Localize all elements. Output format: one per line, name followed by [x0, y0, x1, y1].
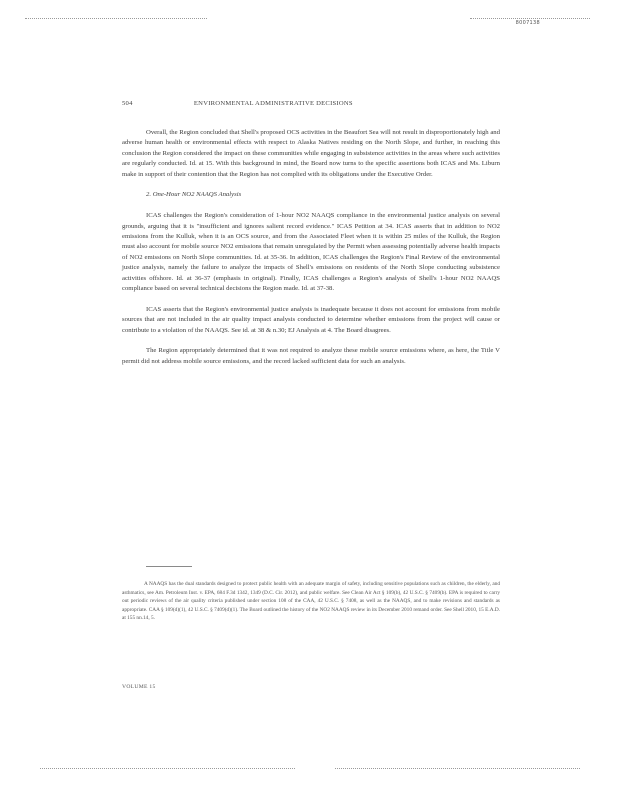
- top-right-dotted-rule: [470, 18, 590, 19]
- body-text: [122, 128, 500, 378]
- footnote: A NAAQS has the dual standards designed to protect public health with an adequate margin of safety, including sensitive populations such as children, the elderly, and asthmatics, see Am. Petroleum Inst. v. EPA, 684 F.3d 1342, 1349 (D.C. Cir. 2012), and public welfare. See Clean Air Act § 109(b), 42 U.S.C. § 7409(b). EPA is required to carry out periodic reviews of the air quality criteria published under section 108 of the CAA, 42 U.S.C. § 7408, as well as the NAAQS, and to make revisions and standards as appropriate. CAA § 109(d)(1), 42 U.S.C. § 7409(d)(1). The Board outlined the history of the NO2 NAAQS review in its December 2010 remand order. See Shell 2010, 15 E.A.D. at 155 nn.14, 5.: [122, 581, 500, 621]
- section-heading: 2. One-Hour NO2 NAAQS Analysis: [146, 191, 242, 199]
- bottom-right-dotted-rule: [335, 768, 580, 769]
- paragraph: The Region appropriately determined that it was not required to analyze these mobile source emissions where, as here, the Title V permit did not address mobile source emissions, and the record lacked sufficient data for such an analysis.: [122, 347, 500, 365]
- page-number: 504: [122, 100, 133, 107]
- bottom-left-dotted-rule: [40, 768, 295, 769]
- top-left-dotted-rule: [25, 18, 207, 19]
- running-head: [122, 100, 502, 107]
- paragraph: ICAS asserts that the Region's environmental justice analysis is inadequate because it does not account for emissions from mobile sources that are not included in the air quality impact analysis conducted to determine whether emissions from the project will cause or contribute to a violation of the NAAQS. See id. at 38 & n.30; EJ Analysis at 4. The Board disagrees.: [122, 305, 500, 334]
- volume-label: VOLUME 15: [122, 684, 156, 690]
- document-id: 8007138: [515, 20, 540, 26]
- running-title: ENVIRONMENTAL ADMINISTRATIVE DECISIONS: [193, 100, 353, 107]
- footnote-rule: [146, 566, 192, 567]
- paragraph: ICAS challenges the Region's consideration of 1-hour NO2 NAAQS compliance in the environmental justice analysis on several grounds, arguing that it is "insufficient and ignores salient record evidence." ICAS Petition at 34. ICAS asserts that in addition to NO2 emissions from the Kulluk, when it is an OCS source, and from the Associated Fleet when it is within 25 miles of the Kulluk, the Region must also account for mobile source NO2 emissions that remain unregulated by the Permit when assessing potentially adverse health impacts of NO2 emissions on North Slope communities. Id. at 35-36. In addition, ICAS challenges the Region's Final Review of the environmental justice analysis, namely the failure to analyze the impacts of Shell's emissions on residents of the North Slope conducting subsistence activities offshore. Id. at 36-37 (emphasis in original). Finally, ICAS challenges a Region's analysis of Shell's 1-hour NO2 NAAQS compliance based on several technical decisions the Region made. Id. at 37-38.: [122, 212, 500, 293]
- paragraph: Overall, the Region concluded that Shell's proposed OCS activities in the Beaufort Sea will not result in disproportionately high and adverse human health or environmental effects with respect to Alaska Natives residing on the North Slope, and further, in reaching this conclusion the Region considered the impact on these communities while engaging in subsistence activities in the areas where such activities are regularly conducted. Id. at 15. With this background in mind, the Board now turns to the specific assertions both ICAS and Ms. Liburn make in support of their contention that the Region has not complied with its obligations under the Executive Order.: [122, 129, 500, 178]
